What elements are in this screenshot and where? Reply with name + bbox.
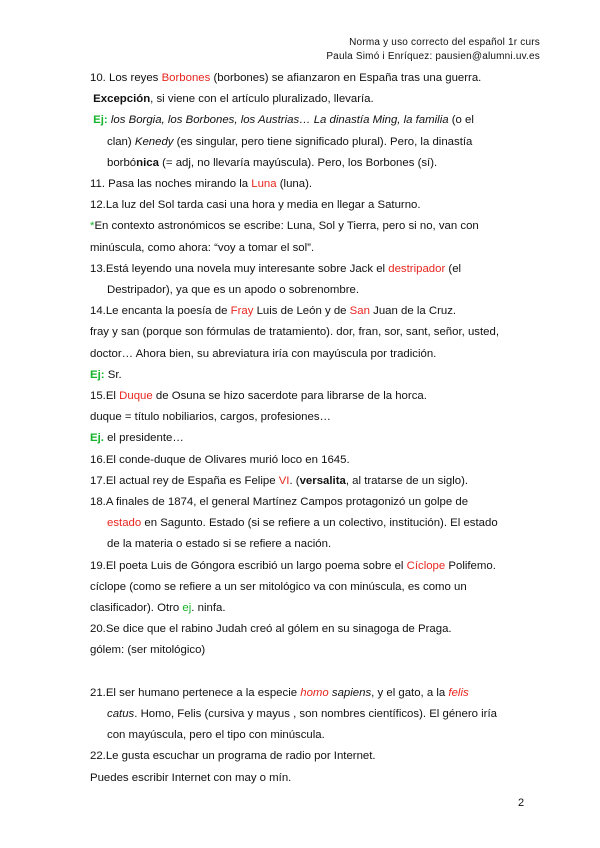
item-15-note: duque = título nobiliarios, cargos, profesiones… — [90, 411, 331, 424]
item-22-note: Puedes escribir Internet con may o mín. — [90, 771, 292, 784]
item-14: 14.Le encanta la poesía de Fray Luis de León y de San Juan de la Cruz. — [90, 305, 457, 318]
item-19-note-1: cíclope (como se refiere a un ser mitológico va con minúscula, es como un — [90, 580, 467, 593]
item-12-note-1: *En contexto astronómicos se escribe: Luna, Sol y Tierra, pero si no, van con — [90, 220, 479, 233]
item-19: 19.El poeta Luis de Góngora escribió un largo poema sobre el Cíclope Polifemo. — [90, 559, 496, 572]
item-19-note-2: clasificador). Otro ej. ninfa. — [90, 602, 226, 615]
item-21: 21.El ser humano pertenece a la especie homo sapiens, y el gato, a la felis — [90, 686, 469, 699]
header-course-title: Norma y uso correcto del español 1r curs — [349, 37, 540, 48]
document-body — [90, 68, 530, 789]
page-number: 2 — [518, 797, 525, 809]
item-20-note: gólem: (ser mitológico) — [90, 644, 206, 657]
item-17: 17.El actual rey de España es Felipe VI. (versalita, al tratarse de un siglo). — [90, 474, 469, 487]
item-10-exception: Excepción, si viene con el artículo pluralizado, llevaría. — [93, 93, 374, 106]
item-21-cont-1: catus. Homo, Felis (cursiva y mayus , son nombres científicos). El género iría — [107, 708, 497, 721]
item-20: 20.Se dice que el rabino Judah creó al gólem en su sinagoga de Praga. — [90, 623, 452, 636]
item-13-cont: Destripador), ya que es un apodo o sobrenombre. — [107, 284, 360, 297]
item-10-example-3: borbónica (= adj, no llevaría mayúscula). Pero, los Borbones (sí). — [107, 156, 438, 169]
item-14-example: Ej: Sr. — [90, 368, 122, 381]
item-14-note-1: fray y san (porque son fórmulas de tratamiento). dor, fran, sor, sant, señor, usted, — [90, 326, 500, 339]
item-10: 10. Los reyes Borbones (borbones) se afianzaron en España tras una guerra. — [90, 72, 482, 84]
item-11: 11. Pasa las noches mirando la Luna (luna). — [90, 178, 313, 191]
blank-line — [90, 662, 530, 683]
item-15-example: Ej. el presidente… — [90, 432, 184, 445]
item-18: 18.A finales de 1874, el general Martínez Campos protagonizó un golpe de — [90, 496, 469, 509]
item-13: 13.Está leyendo una novela muy interesante sobre Jack el destripador (el — [90, 262, 462, 275]
item-12-note-2: minúscula, como ahora: “voy a tomar el sol”. — [90, 241, 315, 254]
item-18-cont-2: de la materia o estado si se refiere a nación. — [107, 538, 332, 551]
item-14-note-2: doctor… Ahora bien, su abreviatura iría con mayúscula por tradición. — [90, 347, 437, 360]
document-header — [326, 36, 540, 64]
item-10-example-1: Ej: los Borgia, los Borbones, los Austrias… La dinastía Ming, la familia (o el — [93, 114, 474, 127]
item-18-cont-1: estado en Sagunto. Estado (si se refiere a un colectivo, institución). El estado — [107, 517, 498, 530]
item-12: 12.La luz del Sol tarda casi una hora y media en llegar a Saturno. — [90, 199, 421, 212]
header-author: Paula Simó i Enríquez: pausien@alumni.uv.es — [326, 51, 540, 62]
item-22: 22.Le gusta escuchar un programa de radio por Internet. — [90, 750, 376, 763]
item-10-example-2: clan) Kenedy (es singular, pero tiene significado plural). Pero, la dinastía — [107, 135, 473, 148]
item-16: 16.El conde-duque de Olivares murió loco en 1645. — [90, 453, 350, 466]
item-21-cont-2: con mayúscula, pero el tipo con minúscula. — [107, 729, 325, 742]
item-15: 15.El Duque de Osuna se hizo sacerdote para librarse de la horca. — [90, 390, 427, 403]
